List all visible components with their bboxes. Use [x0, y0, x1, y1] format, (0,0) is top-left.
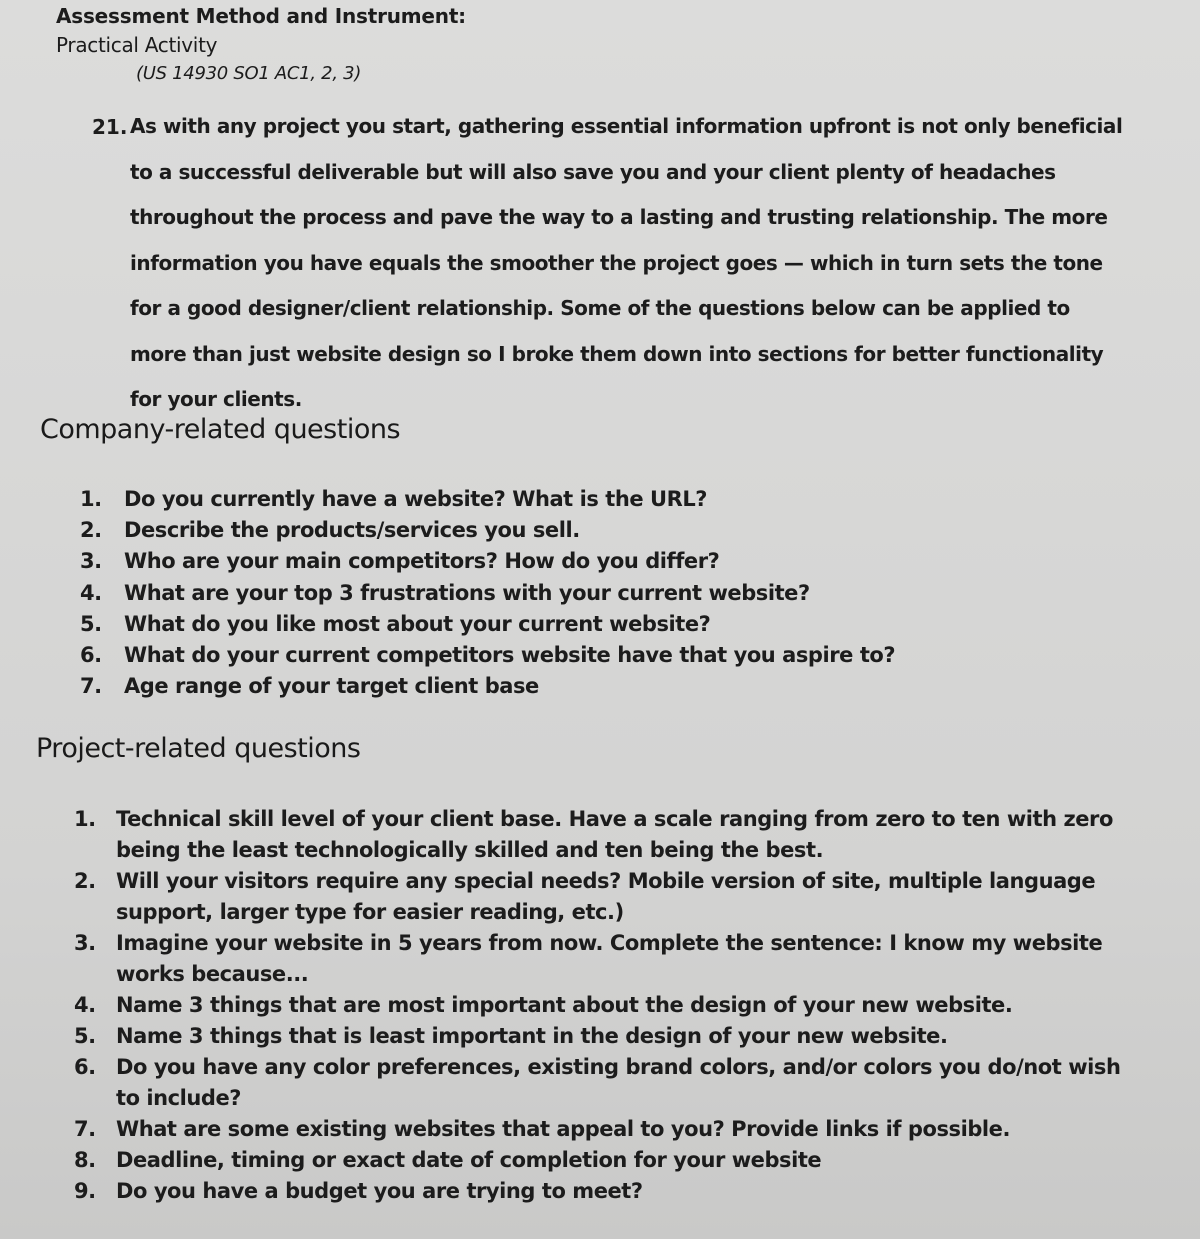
company-section-heading: Company-related questions — [40, 414, 401, 445]
list-item-text: Will your visitors require any special needs? Mobile version of site, multiple language support, larger type for easier reading, etc.) — [116, 869, 1096, 924]
list-item — [74, 804, 1146, 866]
list-item-text: Do you have any color preferences, existing brand colors, and/or colors you do/not wish to include? — [116, 1055, 1121, 1110]
question-21-text: As with any project you start, gathering essential information upfront is not only beneficial to a successful deliverable but will also save you and your client plenty of headaches throughout the process and pave the way to a lasting and trusting relationship. The more information you have equals the smoother the project goes — which in turn sets the tone for a good designer/client relationship. Some of the questions below can be applied to more than just website design so I broke them down into sections for better functionality for your clients. — [130, 114, 1123, 411]
list-item — [74, 1176, 1146, 1207]
list-item-text: What do your current competitors website have that you aspire to? — [124, 642, 896, 667]
list-item-number: 2. — [74, 869, 96, 893]
list-item-number: 2. — [80, 518, 102, 543]
list-item-text: Deadline, timing or exact date of completion for your website — [116, 1148, 822, 1172]
list-item — [80, 578, 895, 609]
question-21-number: 21. — [92, 115, 128, 139]
list-item — [74, 990, 1146, 1021]
list-item — [80, 609, 895, 640]
list-item — [74, 928, 1146, 990]
practical-activity-label: Practical Activity — [56, 33, 218, 57]
company-questions-list — [80, 484, 895, 702]
list-item-text: Age range of your target client base — [124, 674, 539, 699]
list-item-text: Do you have a budget you are trying to meet? — [116, 1179, 643, 1203]
list-item-text: Who are your main competitors? How do you differ? — [124, 549, 720, 574]
list-item-number: 3. — [80, 549, 102, 574]
list-item — [80, 515, 895, 546]
list-item-text: What do you like most about your current website? — [124, 611, 711, 636]
list-item-number: 6. — [74, 1055, 96, 1079]
list-item — [80, 671, 895, 702]
assessment-method-heading: Assessment Method and Instrument: — [56, 4, 466, 28]
list-item-text: Do you currently have a website? What is the URL? — [124, 487, 708, 511]
list-item-number: 6. — [80, 642, 102, 667]
list-item-number: 9. — [74, 1179, 96, 1203]
list-item-text: Describe the products/services you sell. — [124, 518, 580, 543]
list-item — [80, 640, 895, 671]
project-section-heading: Project-related questions — [36, 733, 361, 764]
list-item — [74, 1021, 1146, 1052]
list-item — [80, 546, 895, 577]
list-item-number: 1. — [80, 487, 102, 511]
list-item-number: 5. — [80, 611, 102, 636]
list-item-number: 4. — [80, 580, 102, 605]
unit-standard-reference: (US 14930 SO1 AC1, 2, 3) — [136, 63, 362, 84]
list-item-text: Imagine your website in 5 years from now. Complete the sentence: I know my website works because... — [116, 931, 1103, 986]
list-item-text: Name 3 things that are most important about the design of your new website. — [116, 993, 1013, 1017]
list-item-text: What are your top 3 frustrations with your current website? — [124, 580, 810, 605]
list-item-text: Technical skill level of your client base. Have a scale ranging from zero to ten with zero being the least technologically skilled and ten being the best. — [116, 807, 1113, 862]
list-item — [80, 484, 895, 515]
list-item-text: Name 3 things that is least important in the design of your new website. — [116, 1024, 948, 1048]
list-item — [74, 1052, 1146, 1114]
list-item — [74, 1145, 1146, 1176]
list-item-number: 8. — [74, 1148, 96, 1172]
list-item-number: 4. — [74, 993, 96, 1017]
list-item-number: 1. — [74, 807, 96, 831]
list-item-number: 5. — [74, 1024, 96, 1048]
list-item — [74, 1114, 1146, 1145]
list-item-number: 7. — [74, 1117, 96, 1141]
list-item-text: What are some existing websites that appeal to you? Provide links if possible. — [116, 1117, 1010, 1141]
list-item — [74, 866, 1146, 928]
list-item-number: 3. — [74, 931, 96, 955]
list-item-number: 7. — [80, 674, 102, 699]
project-questions-list — [74, 804, 1146, 1207]
